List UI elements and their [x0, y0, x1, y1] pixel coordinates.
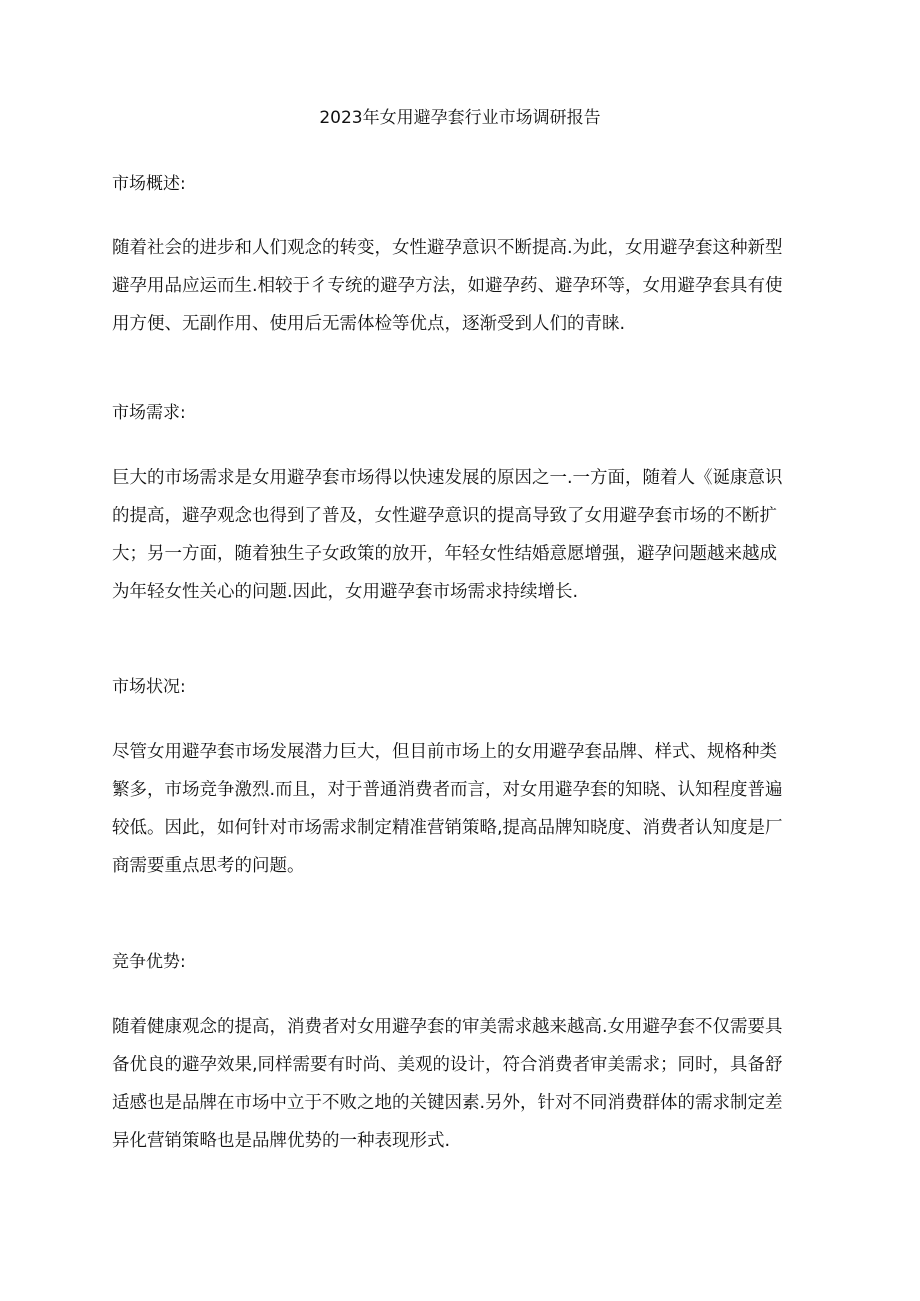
- section-market-demand: [112, 399, 824, 427]
- section-heading: 市场概述:: [112, 174, 186, 194]
- section-heading: 市场需求:: [112, 403, 186, 423]
- section-competitive-advantage: [112, 948, 824, 976]
- paragraph-line: 随着社会的进步和人们观念的转变，女性避孕意识不断提高.为此，女用避孕套这种新型: [112, 238, 783, 258]
- paragraph-line: 为年轻女性关心的问题.因此，女用避孕套市场需求持续增长.: [112, 582, 579, 602]
- section-market-overview: [112, 170, 824, 198]
- paragraph-line: 随着健康观念的提高，消费者对女用避孕套的审美需求越来越高.女用避孕套不仅需要具: [112, 1017, 783, 1037]
- document-title: 2023年女用避孕套行业市场调研报告: [319, 108, 601, 128]
- paragraph-line: 繁多，市场竞争激烈.而且，对于普通消费者而言，对女用避孕套的知晓、认知程度普遍: [112, 780, 783, 800]
- paragraph-line: 异化营销策略也是品牌优势的一种表现形式.: [112, 1131, 451, 1151]
- section-market-status-body: [112, 733, 824, 885]
- paragraph: [112, 459, 824, 611]
- section-market-status: [112, 673, 824, 701]
- section-competitive-advantage-body: [112, 1008, 824, 1160]
- paragraph-line: 适感也是品牌在市场中立于不败之地的关键因素.另外，针对不同消费群体的需求制定差: [112, 1093, 783, 1113]
- section-market-overview-body: [112, 229, 824, 343]
- paragraph-line: 巨大的市场需求是女用避孕套市场得以快速发展的原因之一.一方面，随着人《诞康意识: [112, 468, 783, 488]
- paragraph-line: 商需要重点思考的问题。: [112, 856, 305, 876]
- paragraph-line: 备优良的避孕效果,同样需要有时尚、美观的设计，符合消费者审美需求；同时，具备舒: [112, 1055, 783, 1075]
- paragraph-line: 的提高，避孕观念也得到了普及，女性避孕意识的提高导致了女用避孕套市场的不断扩: [112, 506, 777, 526]
- paragraph-line: 较低。因此，如何针对市场需求制定精准营销策略,提高品牌知晓度、消费者认知度是厂: [112, 818, 783, 838]
- paragraph-line: 大；另一方面，随着独生子女政策的放开，年轻女性结婚意愿增强，避孕问题越来越成: [112, 544, 777, 564]
- section-heading: 竞争优势:: [112, 952, 186, 972]
- paragraph: [112, 1008, 824, 1160]
- paragraph-line: 避孕用品应运而生.相较于彳专统的避孕方法，如避孕药、避孕环等，女用避孕套具有使: [112, 276, 783, 296]
- section-market-demand-body: [112, 459, 824, 611]
- section-heading: 市场状况:: [112, 677, 186, 697]
- paragraph: [112, 229, 824, 343]
- paragraph-line: 用方便、无副作用、使用后无需体检等优点，逐渐受到人们的青睐.: [112, 314, 626, 334]
- paragraph-line: 尽管女用避孕套市场发展潜力巨大，但目前市场上的女用避孕套品牌、样式、规格种类: [112, 742, 777, 762]
- paragraph: [112, 733, 824, 885]
